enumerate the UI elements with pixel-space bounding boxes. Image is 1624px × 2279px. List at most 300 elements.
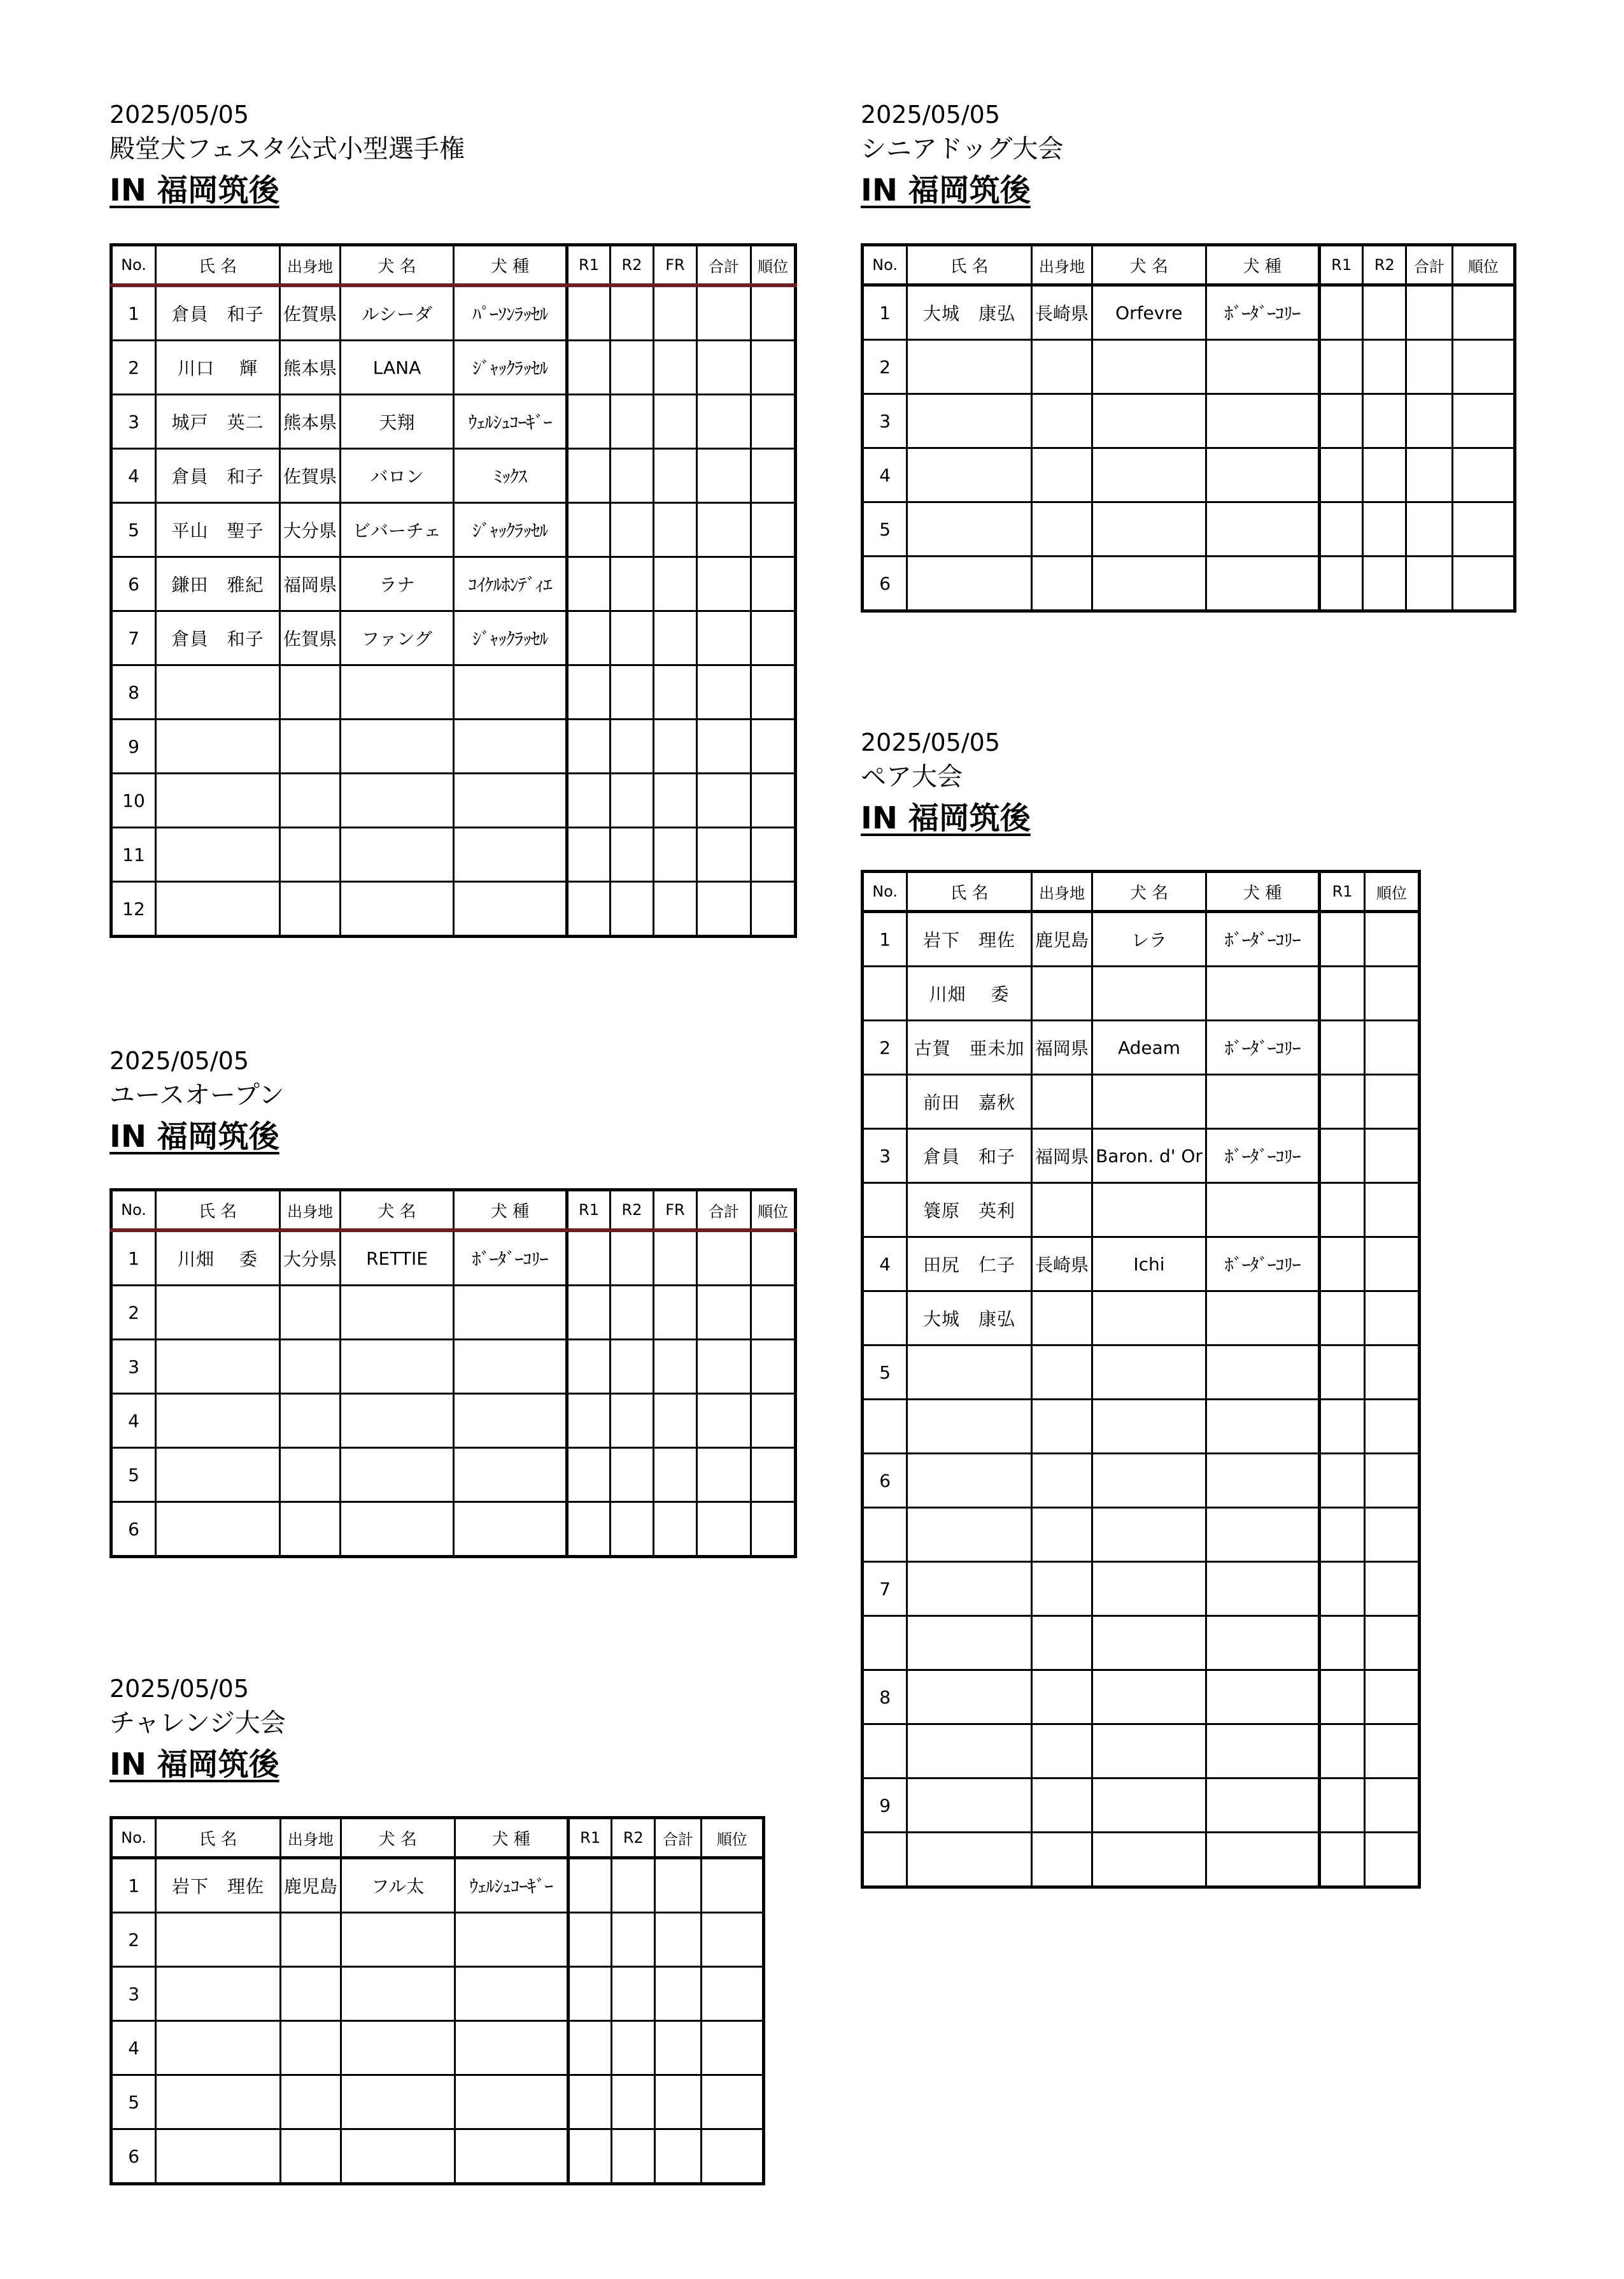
cell-no: 3 [111, 395, 156, 449]
cell-origin [1031, 1724, 1092, 1778]
column-header-r2: R2 [1363, 245, 1406, 285]
column-header-r1: R1 [567, 1190, 611, 1231]
table-row [863, 1616, 1420, 1670]
score-cell-rank [1364, 1670, 1419, 1724]
table-row [111, 1502, 796, 1557]
score-cell-rank [701, 1858, 763, 1913]
score-cell-r1 [1320, 1291, 1364, 1345]
table-row [111, 774, 796, 828]
cell-dog [1092, 1454, 1206, 1508]
cell-breed: ﾎﾞｰﾀﾞｰｺﾘｰ [1206, 285, 1320, 340]
cell-breed [454, 1340, 567, 1394]
cell-dog: フル太 [341, 1858, 455, 1913]
cell-name [156, 1340, 280, 1394]
score-cell-r1 [1320, 1616, 1364, 1670]
score-cell-r1 [1320, 394, 1363, 448]
score-cell-rank [751, 449, 796, 503]
table-row [111, 285, 796, 341]
cell-name: 川畑 委 [907, 967, 1032, 1021]
score-cell-total [655, 2129, 701, 2184]
score-cell-total [1406, 557, 1452, 611]
header-row [863, 872, 1420, 912]
score-cell-r1 [1320, 1021, 1364, 1075]
score-cell-r2 [611, 720, 654, 774]
cell-origin: 福岡県 [1031, 1129, 1092, 1183]
cell-origin: 福岡県 [1031, 1021, 1092, 1075]
cell-dog [341, 2021, 455, 2075]
table-row [863, 1129, 1420, 1183]
cell-breed: ｺｲｹﾙﾎﾝﾃﾞｨｴ [454, 557, 567, 611]
score-cell-r1 [567, 828, 611, 882]
cell-dog [1092, 1075, 1206, 1129]
score-cell-r1 [1320, 1508, 1364, 1562]
cell-breed [455, 1913, 568, 1967]
cell-dog [341, 720, 454, 774]
table-row [111, 1230, 796, 1286]
score-cell-total [697, 1502, 751, 1557]
cell-no: 4 [863, 448, 907, 502]
score-cell-rank [701, 2075, 763, 2129]
cell-origin [280, 2021, 341, 2075]
section-challenge-header [109, 1673, 286, 1794]
score-cell-total [697, 774, 751, 828]
cell-name [907, 1833, 1032, 1887]
column-header-no: No. [863, 872, 907, 912]
cell-origin [1031, 394, 1092, 448]
score-cell-total [1406, 340, 1452, 394]
cell-origin: 佐賀県 [280, 285, 341, 341]
cell-name [907, 1724, 1032, 1778]
cell-breed [455, 2075, 568, 2129]
cell-name [907, 340, 1032, 394]
cell-no: 1 [111, 285, 156, 341]
section-senior-header [861, 99, 1063, 220]
column-header-r1: R1 [567, 245, 611, 286]
table-row [111, 720, 796, 774]
column-header-breed: 犬 種 [454, 1190, 567, 1231]
cell-no: 6 [863, 557, 907, 611]
score-cell-r1 [567, 285, 611, 341]
cell-origin [1031, 1562, 1092, 1616]
score-cell-r2 [611, 1286, 654, 1340]
score-cell-r1 [1320, 557, 1363, 611]
column-header-no: No. [111, 1818, 156, 1858]
score-cell-fr [654, 720, 697, 774]
cell-no: 1 [111, 1230, 156, 1286]
table-row [111, 665, 796, 720]
score-cell-total [697, 828, 751, 882]
table-row [863, 340, 1515, 394]
cell-origin [280, 1502, 341, 1557]
score-cell-rank [751, 341, 796, 395]
score-cell-r1 [1320, 1129, 1364, 1183]
score-cell-r1 [1320, 1778, 1364, 1833]
cell-name [156, 1967, 281, 2021]
cell-origin [280, 720, 341, 774]
score-cell-rank [751, 395, 796, 449]
cell-name [907, 1562, 1032, 1616]
cell-dog: Ichi [1092, 1237, 1206, 1291]
cell-dog [1092, 1291, 1206, 1345]
cell-dog: レラ [1092, 912, 1206, 967]
table-row [111, 882, 796, 937]
cell-name: 田尻 仁子 [907, 1237, 1032, 1291]
table-row [111, 611, 796, 665]
table-row [863, 1400, 1420, 1454]
cell-no: 2 [863, 340, 907, 394]
score-cell-rank [1364, 912, 1419, 967]
cell-no: 12 [111, 882, 156, 937]
score-cell-rank [751, 1502, 796, 1557]
event-venue: IN 福岡筑後 [861, 800, 1031, 836]
score-cell-total [1406, 502, 1452, 557]
score-cell-r1 [568, 1858, 612, 1913]
score-cell-r2 [611, 774, 654, 828]
score-cell-rank [751, 1448, 796, 1502]
score-cell-r2 [1363, 448, 1406, 502]
cell-breed [455, 2021, 568, 2075]
score-cell-rank [751, 285, 796, 341]
score-cell-fr [654, 828, 697, 882]
score-cell-r1 [567, 1286, 611, 1340]
cell-breed [1206, 1508, 1320, 1562]
score-cell-total [655, 1913, 701, 1967]
cell-origin [1031, 1616, 1092, 1670]
score-cell-fr [654, 557, 697, 611]
cell-origin [1031, 1075, 1092, 1129]
cell-name [907, 1778, 1032, 1833]
cell-dog: Adeam [1092, 1021, 1206, 1075]
table-row [111, 1967, 764, 2021]
cell-name [156, 828, 280, 882]
cell-name: 倉員 和子 [156, 285, 280, 341]
score-cell-r2 [612, 2129, 655, 2184]
cell-no: 1 [111, 1858, 156, 1913]
score-cell-r1 [568, 2075, 612, 2129]
cell-dog [341, 828, 454, 882]
score-cell-fr [654, 665, 697, 720]
score-cell-rank [751, 828, 796, 882]
cell-dog [1092, 1508, 1206, 1562]
cell-no: 9 [111, 720, 156, 774]
cell-breed [1206, 1670, 1320, 1724]
table-row [863, 1291, 1420, 1345]
column-header-breed: 犬 種 [455, 1818, 568, 1858]
cell-breed [454, 882, 567, 937]
column-header-fr: FR [654, 1190, 697, 1231]
section-youth-header [109, 1046, 284, 1167]
score-cell-r1 [567, 1340, 611, 1394]
cell-name [907, 1345, 1032, 1400]
score-cell-total [655, 1967, 701, 2021]
score-cell-rank [1364, 1129, 1419, 1183]
header-row [111, 1190, 796, 1231]
cell-breed [1206, 1183, 1320, 1237]
cell-dog [341, 774, 454, 828]
event-title: 殿堂犬フェスタ公式小型選手権 [109, 134, 465, 164]
score-cell-rank [1452, 557, 1515, 611]
cell-breed: ﾎﾞｰﾀﾞｰｺﾘｰ [1206, 1021, 1320, 1075]
cell-dog [341, 665, 454, 720]
event-venue: IN 福岡筑後 [109, 173, 279, 208]
cell-breed [1206, 1778, 1320, 1833]
score-cell-total [697, 611, 751, 665]
cell-origin [280, 2129, 341, 2184]
score-cell-rank [701, 1913, 763, 1967]
cell-breed: ﾎﾞｰﾀﾞｰｺﾘｰ [1206, 1129, 1320, 1183]
cell-no [863, 1183, 907, 1237]
cell-dog [1092, 448, 1206, 502]
table-row [111, 341, 796, 395]
score-cell-r2 [612, 2021, 655, 2075]
cell-breed [454, 1502, 567, 1557]
cell-name [907, 1616, 1032, 1670]
score-cell-r2 [611, 395, 654, 449]
cell-no [863, 1400, 907, 1454]
column-header-r1: R1 [1320, 872, 1364, 912]
score-cell-r2 [611, 1502, 654, 1557]
column-header-total: 合計 [1406, 245, 1452, 285]
cell-dog: ビバーチェ [341, 503, 454, 557]
score-cell-r1 [567, 1394, 611, 1448]
score-cell-total [697, 1286, 751, 1340]
score-cell-fr [654, 1230, 697, 1286]
score-cell-r2 [612, 2075, 655, 2129]
cell-name [156, 2075, 281, 2129]
score-cell-rank [751, 1230, 796, 1286]
score-cell-fr [654, 1394, 697, 1448]
event-date: 2025/05/05 [109, 101, 250, 129]
score-cell-fr [654, 774, 697, 828]
header-row [111, 245, 796, 286]
header-row [863, 245, 1515, 285]
score-cell-total [1406, 285, 1452, 340]
score-cell-rank [1452, 448, 1515, 502]
cell-origin [280, 882, 341, 937]
column-header-total: 合計 [697, 1190, 751, 1231]
score-cell-rank [751, 1340, 796, 1394]
cell-origin [1031, 1345, 1092, 1400]
event-venue: IN 福岡筑後 [861, 173, 1031, 208]
score-cell-r1 [1320, 1075, 1364, 1129]
column-header-rank: 順位 [751, 245, 796, 286]
cell-name: 川口 輝 [156, 341, 280, 395]
score-cell-total [697, 1340, 751, 1394]
score-cell-r1 [1320, 1237, 1364, 1291]
score-cell-total [697, 1448, 751, 1502]
score-cell-total [697, 557, 751, 611]
cell-origin [1031, 557, 1092, 611]
cell-no: 2 [111, 341, 156, 395]
column-header-origin: 出身地 [280, 1818, 341, 1858]
score-cell-total [697, 285, 751, 341]
score-cell-total [697, 1230, 751, 1286]
column-header-rank: 順位 [701, 1818, 763, 1858]
column-header-breed: 犬 種 [1206, 872, 1320, 912]
column-header-name: 氏 名 [156, 1190, 280, 1231]
cell-breed: ｼﾞｬｯｸﾗｯｾﾙ [454, 341, 567, 395]
column-header-name: 氏 名 [907, 872, 1032, 912]
cell-no [863, 1291, 907, 1345]
cell-origin [280, 2075, 341, 2129]
column-header-origin: 出身地 [280, 245, 341, 286]
cell-breed [1206, 1833, 1320, 1887]
table-row [863, 502, 1515, 557]
cell-origin [1031, 448, 1092, 502]
column-header-r2: R2 [611, 1190, 654, 1231]
cell-name: 平山 聖子 [156, 503, 280, 557]
cell-origin [1031, 1183, 1092, 1237]
cell-breed: ﾐｯｸｽ [454, 449, 567, 503]
event-title: チャレンジ大会 [109, 1708, 286, 1738]
cell-name: 大城 康弘 [907, 1291, 1032, 1345]
score-cell-rank [1364, 1562, 1419, 1616]
cell-breed [454, 774, 567, 828]
score-cell-rank [701, 2129, 763, 2184]
score-cell-r2 [611, 611, 654, 665]
column-header-r1: R1 [568, 1818, 612, 1858]
cell-name [156, 882, 280, 937]
cell-name [907, 502, 1032, 557]
score-cell-r1 [567, 1448, 611, 1502]
cell-dog [1092, 1724, 1206, 1778]
section-small-header [109, 99, 465, 220]
table-row [863, 1345, 1420, 1400]
cell-origin: 大分県 [280, 503, 341, 557]
table-row [111, 1913, 764, 1967]
score-cell-fr [654, 341, 697, 395]
cell-no [863, 1724, 907, 1778]
cell-no: 2 [111, 1286, 156, 1340]
score-cell-r1 [567, 341, 611, 395]
score-cell-r1 [1320, 448, 1363, 502]
event-date: 2025/05/05 [109, 1675, 250, 1703]
score-cell-total [697, 1394, 751, 1448]
cell-dog: LANA [341, 341, 454, 395]
table-row [111, 395, 796, 449]
table-row [111, 1858, 764, 1913]
cell-no: 11 [111, 828, 156, 882]
cell-no [863, 1075, 907, 1129]
cell-no [863, 1833, 907, 1887]
event-title: ユースオープン [109, 1081, 285, 1110]
cell-dog: RETTIE [341, 1230, 454, 1286]
table-row [863, 1508, 1420, 1562]
score-cell-total [697, 882, 751, 937]
cell-breed: ｳｪﾙｼｭｺｰｷﾞｰ [455, 1858, 568, 1913]
cell-no: 4 [111, 1394, 156, 1448]
cell-breed [1206, 502, 1320, 557]
score-cell-r2 [611, 285, 654, 341]
results-table [109, 243, 797, 938]
score-cell-total [697, 665, 751, 720]
cell-name [156, 774, 280, 828]
cell-origin [280, 774, 341, 828]
score-cell-r2 [611, 1340, 654, 1394]
score-cell-r2 [611, 503, 654, 557]
results-table [109, 1816, 765, 2185]
cell-origin [1031, 502, 1092, 557]
column-header-origin: 出身地 [280, 1190, 341, 1231]
score-cell-rank [751, 611, 796, 665]
cell-no: 2 [111, 1913, 156, 1967]
cell-breed [1206, 340, 1320, 394]
score-cell-r2 [611, 449, 654, 503]
cell-name: 城戸 英二 [156, 395, 280, 449]
table-row [111, 449, 796, 503]
score-cell-r2 [1363, 394, 1406, 448]
cell-no: 7 [863, 1562, 907, 1616]
score-cell-r2 [611, 341, 654, 395]
score-cell-r1 [1320, 1833, 1364, 1887]
cell-origin [1031, 1291, 1092, 1345]
cell-no: 5 [111, 1448, 156, 1502]
cell-name [156, 720, 280, 774]
header-row [111, 1818, 764, 1858]
table-row [863, 1183, 1420, 1237]
score-cell-r2 [611, 665, 654, 720]
score-cell-rank [751, 557, 796, 611]
table-row [863, 394, 1515, 448]
score-cell-r1 [1320, 1400, 1364, 1454]
column-header-breed: 犬 種 [454, 245, 567, 286]
cell-breed [455, 2129, 568, 2184]
score-cell-r1 [1320, 1724, 1364, 1778]
cell-no: 10 [111, 774, 156, 828]
cell-dog: ルシーダ [341, 285, 454, 341]
cell-name [156, 1913, 281, 1967]
score-cell-r1 [1320, 340, 1363, 394]
score-cell-total [655, 2021, 701, 2075]
table-row [111, 1286, 796, 1340]
score-cell-r1 [567, 611, 611, 665]
score-cell-r1 [1320, 1345, 1364, 1400]
cell-name [156, 2129, 281, 2184]
column-header-total: 合計 [697, 245, 751, 286]
score-cell-r2 [612, 1858, 655, 1913]
column-header-fr: FR [654, 245, 697, 286]
cell-breed [454, 665, 567, 720]
cell-no: 2 [863, 1021, 907, 1075]
cell-dog [1092, 502, 1206, 557]
score-cell-r2 [612, 1913, 655, 1967]
cell-no [863, 1616, 907, 1670]
cell-name: 簑原 英利 [907, 1183, 1032, 1237]
score-cell-rank [1364, 1724, 1419, 1778]
cell-name [156, 2021, 281, 2075]
table-row [111, 503, 796, 557]
cell-origin [280, 1448, 341, 1502]
table-row [863, 1021, 1420, 1075]
cell-name [907, 448, 1032, 502]
cell-origin [1031, 1508, 1092, 1562]
cell-breed [1206, 1400, 1320, 1454]
cell-breed [1206, 448, 1320, 502]
cell-breed: ﾎﾞｰﾀﾞｰｺﾘｰ [454, 1230, 567, 1286]
score-cell-r2 [611, 1230, 654, 1286]
column-header-no: No. [111, 245, 156, 286]
event-venue: IN 福岡筑後 [109, 1747, 279, 1782]
score-cell-r1 [1320, 1454, 1364, 1508]
score-cell-rank [1364, 1345, 1419, 1400]
column-header-r2: R2 [611, 245, 654, 286]
score-cell-fr [654, 1340, 697, 1394]
cell-name [907, 1508, 1032, 1562]
table-row [111, 1340, 796, 1394]
cell-origin [1031, 340, 1092, 394]
score-cell-rank [751, 665, 796, 720]
column-header-dog: 犬 名 [1092, 872, 1206, 912]
